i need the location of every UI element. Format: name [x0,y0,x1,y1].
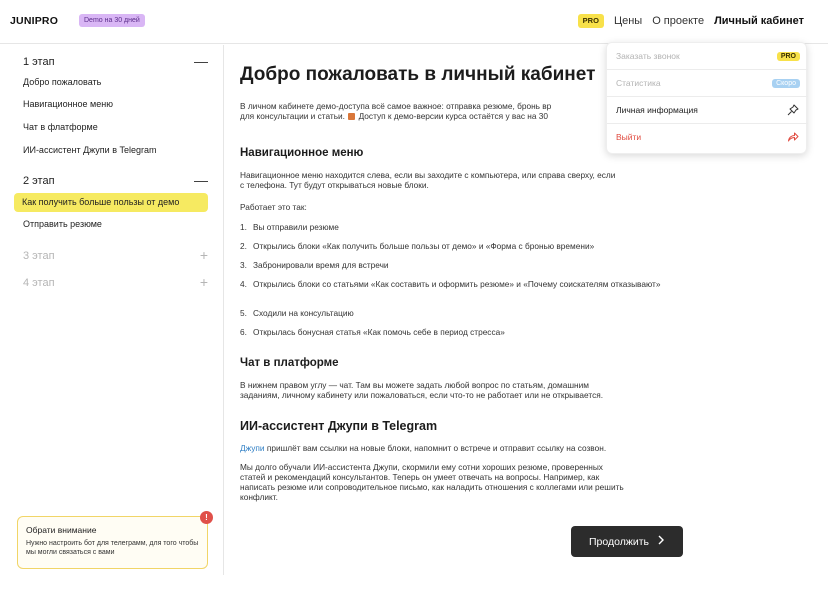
stage-3-title: 3 этап [23,250,55,262]
chevron-right-icon [657,535,665,548]
nav-text-line-2: с телефона. Тут будут открываться новые блоки. [240,180,429,190]
section-heading-nav: Навигационное меню [240,147,364,159]
alert-icon: ! [200,511,213,524]
menu-item-label: Заказать звонок [616,51,680,61]
chat-text-line-1: В нижнем правом углу — чат. Там вы можете задать любой вопрос по статьям, домашним [240,380,589,390]
list-text: Открылась бонусная статья «Как помочь себе в период стресса» [253,327,505,337]
ai-text-line-1 [240,443,690,453]
section-heading-ai: ИИ-ассистент Джупи в Telegram [240,419,438,433]
book-emoji-icon [348,113,355,120]
list-number: 6. [240,327,247,337]
collapse-icon[interactable]: — [194,53,208,69]
list-text: Забронировали время для встречи [253,260,389,270]
list-item [240,308,680,318]
notice-title: Обрати внимание [26,525,97,535]
ai-text-line-4: написать резюме или сопроводительное письмо, как наладить отношения с коллегами или решить [240,482,624,492]
nav-cabinet-link[interactable]: Личный кабинет [714,15,804,27]
intro-line-1: В личном кабинете демо-доступа всё самое важное: отправка резюме, бронь вр [240,101,552,111]
sidebar-item-chat[interactable]: Чат в флатформе [23,122,98,132]
pin-icon [786,103,800,117]
stage-3-header[interactable] [23,247,208,263]
page-title: Добро пожаловать в личный кабинет [240,64,596,85]
list-item [240,279,680,289]
logo[interactable]: JUNIPRO [10,15,59,27]
pro-badge: PRO [777,52,800,61]
list-number: 3. [240,260,247,270]
nav-prices-link[interactable]: Цены [613,15,643,27]
demo-badge: Demo на 30 дней [79,14,145,27]
list-text: Открылись блоки «Как получить больше пользы от демо» и «Форма с бронью времени» [253,241,595,251]
logout-arrow-icon [786,130,800,144]
menu-item-label: Выйти [616,132,642,142]
stage-4-header[interactable] [23,274,208,290]
notice-card[interactable] [17,513,208,569]
notice-text: Нужно настроить бот для телеграмм, для того чтобы мы могли связаться с вами [26,540,199,556]
ai-text-line-5: конфликт. [240,492,278,502]
menu-item-label: Личная информация [616,105,698,115]
stage-1-header[interactable] [23,53,208,69]
menu-item-order-call[interactable] [616,43,800,69]
list-item [240,327,680,337]
menu-item-logout[interactable] [616,124,800,150]
intro-text-a: для консультации и статьи. [240,111,345,121]
list-number: 1. [240,222,247,232]
menu-item-personal-info[interactable] [616,97,800,123]
list-number: 4. [240,279,247,289]
top-nav [578,14,804,28]
works-label: Работает это так: [240,202,307,212]
collapse-icon[interactable]: — [194,172,208,188]
stage-4-title: 4 этап [23,277,55,289]
pro-badge: PRO [578,14,604,28]
account-dropdown-menu [606,42,807,154]
sidebar-item-ai-assistant[interactable]: ИИ-ассистент Джупи в Telegram [23,145,157,155]
list-number: 5. [240,308,247,318]
menu-item-label: Статистика [616,78,661,88]
menu-item-statistics[interactable] [616,70,800,96]
soon-badge: Скоро [772,79,800,88]
stage-1-title: 1 этап [23,56,55,68]
sidebar-item-send-resume[interactable]: Отправить резюме [23,219,102,229]
list-item [240,241,680,251]
expand-icon[interactable]: + [199,247,208,263]
list-number: 2. [240,241,247,251]
sidebar-item-nav-menu[interactable]: Навигационное меню [23,99,113,109]
sidebar-item-demo-benefits[interactable]: Как получить больше пользы от демо [14,193,208,212]
sidebar-item-welcome[interactable]: Добро пожаловать [23,77,102,87]
list-text: Вы отправили резюме [253,222,339,232]
list-item [240,222,680,232]
continue-label: Продолжить [588,535,650,548]
stage-2-header[interactable] [23,172,208,188]
list-text: Сходили на консультацию [253,308,354,318]
chat-text-line-2: заданиям, личному кабинету или пожаловаться, если что-то не работает или не открывается. [240,390,604,400]
ai-text-line-3: статей и рекомендаций консультантов. Теперь он умеет отвечать на вопросы. Например, как [240,472,600,482]
nav-text-line-1: Навигационное меню находится слева, если вы заходите с компьютера, или справа сверху, если [240,170,616,180]
ai-text: пришлёт вам ссылки на новые блоки, напомнит о встрече и отправит ссылку на созвон. [266,443,607,453]
expand-icon[interactable]: + [199,274,208,290]
ai-text-line-2: Мы долго обучали ИИ-ассистента Джупи, скормили ему сотни хороших резюме, проверенных [240,462,603,472]
jupi-link[interactable]: Джупи [240,443,265,453]
intro-text-b: Доступ к демо-версии курса остаётся у вас на 30 [358,111,549,121]
stage-2-title: 2 этап [23,175,55,187]
list-item [240,260,680,270]
top-header [0,0,828,44]
list-text: Открылись блоки со статьями «Как составить и оформить резюме» и «Почему соискателям отказывают» [253,279,661,289]
continue-button[interactable] [571,526,683,557]
section-heading-chat: Чат в платформе [240,357,339,369]
nav-about-link[interactable]: О проекте [652,15,705,27]
